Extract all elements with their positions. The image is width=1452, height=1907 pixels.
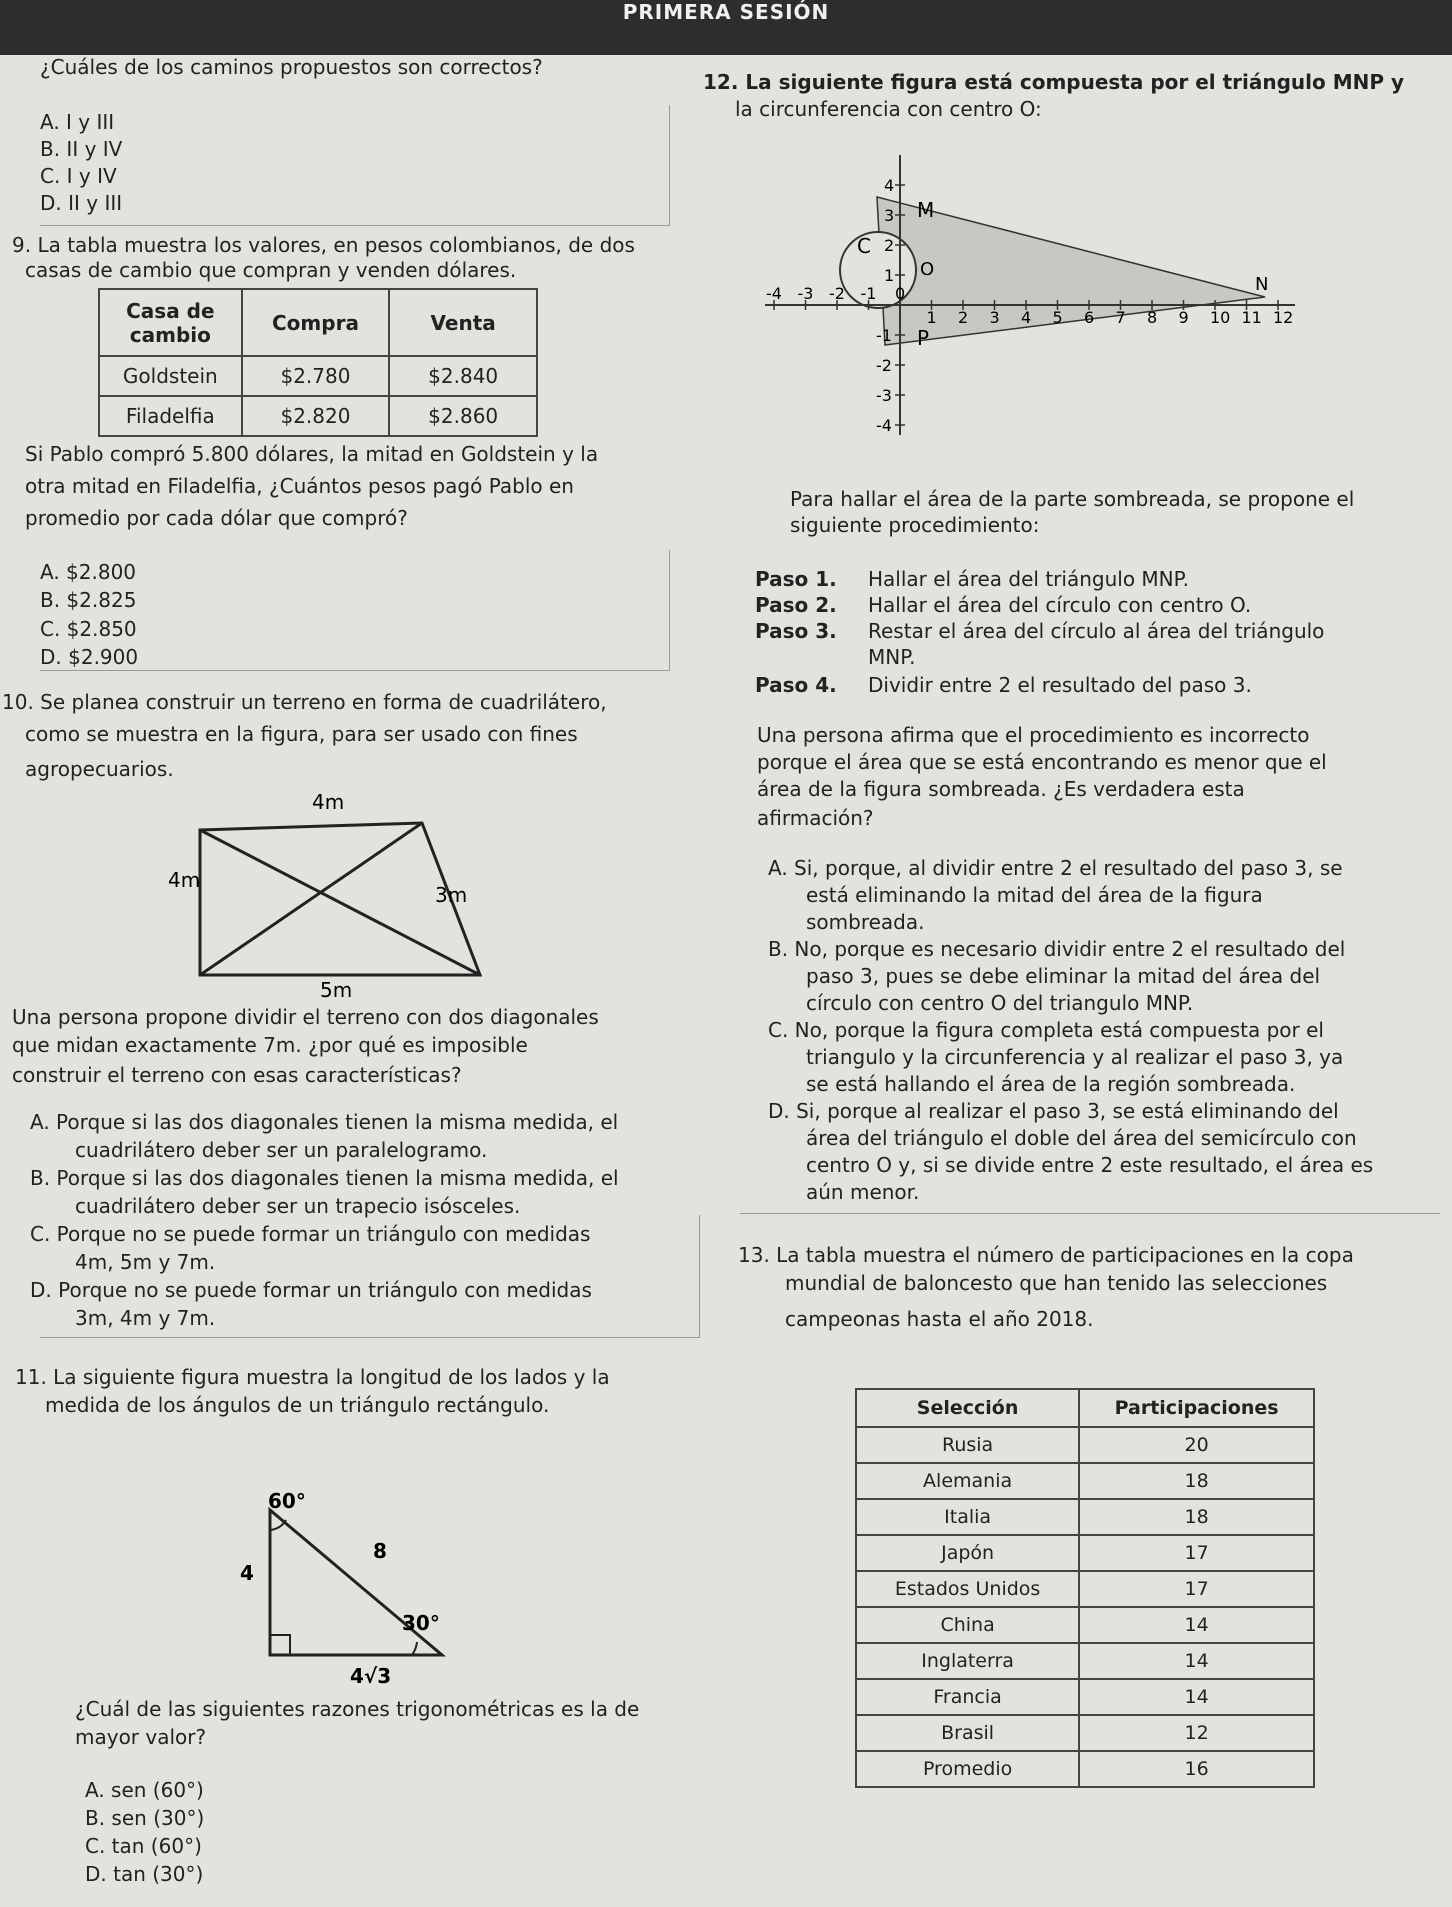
x-tick-label: 9 [1178,308,1189,327]
right-triangle-figure [220,1480,460,1700]
table-cell: Francia [856,1679,1079,1715]
table-cell: 17 [1079,1535,1314,1571]
step-label: Paso 3. [755,619,837,643]
x-tick-label: -2 [829,284,845,303]
table-header: Compra [242,289,390,356]
table-row [856,1679,1314,1715]
table-cell: Inglaterra [856,1643,1079,1679]
x-tick-label: 11 [1241,308,1262,327]
q9-question: otra mitad en Filadelfia, ¿Cuántos pesos pagó Pablo en [25,474,574,498]
q9-intro: 9. La tabla muestra los valores, en pesos colombianos, de dos [12,233,635,257]
table-cell: Italia [856,1499,1079,1535]
q11-option: C. tan (60°) [85,1834,202,1858]
angle-label-30: 30° [402,1611,440,1635]
q12-procedure-intro: Para hallar el área de la parte sombreada, se propone el [790,487,1355,511]
step-text: Hallar el área del triángulo MNP. [868,567,1189,591]
x-tick-label: 10 [1210,308,1231,327]
q13-intro: campeonas hasta el año 2018. [785,1307,1094,1331]
q11-intro: 11. La siguiente figura muestra la longitud de los lados y la [15,1365,610,1389]
y-tick-label: 4 [884,176,895,195]
divider [40,1337,700,1338]
table-cell: 12 [1079,1715,1314,1751]
q12-option: paso 3, pues se debe eliminar la mitad del área del [806,964,1321,988]
q10-option: 4m, 5m y 7m. [75,1250,216,1274]
table-cell: 18 [1079,1499,1314,1535]
q12-option: área del triángulo el doble del área del semicírculo con [806,1126,1357,1150]
table-header: Venta [389,289,537,356]
table-row [856,1643,1314,1679]
table-row [856,1535,1314,1571]
q10-question: Una persona propone dividir el terreno con dos diagonales [12,1005,599,1029]
q11-question: ¿Cuál de las siguientes razones trigonométricas es la de [75,1697,640,1721]
y-tick-label: 1 [884,266,895,285]
q8-option: B. II y IV [40,137,123,161]
q10-option: 3m, 4m y 7m. [75,1306,216,1330]
table-cell: China [856,1607,1079,1643]
x-tick-label: -1 [860,284,877,303]
y-tick-label: -3 [876,386,892,405]
y-tick-label: -4 [876,416,892,435]
table-row [856,1499,1314,1535]
x-tick-label: 7 [1115,308,1126,327]
table-row [856,1715,1314,1751]
table-cell: Goldstein [99,356,242,396]
table-cell: Alemania [856,1463,1079,1499]
table-row [856,1607,1314,1643]
q12-option: D. Si, porque al realizar el paso 3, se está eliminando del [768,1099,1339,1123]
table-cell: Rusia [856,1427,1079,1463]
q9-question: promedio por cada dólar que compró? [25,506,408,530]
q12-option: círculo con centro O del triangulo MNP. [806,991,1194,1015]
q10-intro: agropecuarios. [25,757,174,781]
x-tick-label: 4 [1021,308,1032,327]
table-cell: Promedio [856,1751,1079,1787]
table-header: Participaciones [1079,1389,1314,1427]
side-label-right: 3m [435,883,468,907]
table-cell: $2.860 [389,396,537,436]
q9-option: A. $2.800 [40,560,137,584]
q10-option: A. Porque si las dos diagonales tienen la misma medida, el [30,1110,619,1134]
x-tick-label: 2 [958,308,969,327]
q8-option: C. I y IV [40,164,117,188]
side-label-bottom: 5m [320,978,353,1002]
step-label: Paso 2. [755,593,837,617]
q10-option: cuadrilátero deber ser un paralelogramo. [75,1138,488,1162]
table-row [856,1427,1314,1463]
q12-claim: área de la figura sombreada. ¿Es verdadera esta [757,777,1245,801]
x-tick-label: -3 [797,284,814,303]
step-text: Restar el área del círculo al área del triángulo [868,619,1325,643]
q12-intro: 12. La siguiente figura está compuesta por el triángulo MNP y [703,70,1405,94]
q12-procedure-intro: siguiente procedimiento: [790,513,1040,537]
q12-option: se está hallando el área de la región sombreada. [806,1072,1296,1096]
table-cell: 18 [1079,1463,1314,1499]
q10-question: que midan exactamente 7m. ¿por qué es imposible [12,1033,528,1057]
q9-option: B. $2.825 [40,588,137,612]
side-label-top: 4m [312,790,345,814]
table-cell: Estados Unidos [856,1571,1079,1607]
step-label: Paso 1. [755,567,837,591]
page-header [0,0,1452,55]
q10-question: construir el terreno con esas características? [12,1063,462,1087]
q12-claim: afirmación? [757,806,874,830]
triangle-circle-figure [745,145,1315,445]
table-row [856,1571,1314,1607]
divider [669,550,670,670]
x-tick-label: 1 [926,308,937,327]
q9-option: D. $2.900 [40,645,139,669]
table-cell: 17 [1079,1571,1314,1607]
divider [40,670,670,671]
table-cell: 14 [1079,1679,1314,1715]
q12-claim: Una persona afirma que el procedimiento es incorrecto [757,723,1310,747]
q11-option: D. tan (30°) [85,1862,204,1886]
q12-intro: la circunferencia con centro O: [735,97,1042,121]
y-tick-label: 2 [884,236,895,255]
table-cell: $2.820 [242,396,390,436]
q12-option: B. No, porque es necesario dividir entre 2 el resultado del [768,937,1346,961]
angle-label-60: 60° [268,1489,306,1513]
table-cell: Brasil [856,1715,1079,1751]
q9-option: C. $2.850 [40,617,137,641]
q12-option: triangulo y la circunferencia y al realizar el paso 3, ya [806,1045,1344,1069]
x-tick-label: 6 [1084,308,1095,327]
q12-option: C. No, porque la figura completa está compuesta por el [768,1018,1324,1042]
q10-option: C. Porque no se puede formar un triángulo con medidas [30,1222,591,1246]
step-label: Paso 4. [755,673,837,697]
point-m-label: M [917,198,935,222]
leg-label-left: 4 [240,1561,254,1585]
q12-option: centro O y, si se divide entre 2 este resultado, el área es [806,1153,1374,1177]
participations-table [855,1388,1315,1788]
q8-option: D. II y III [40,191,123,215]
x-tick-label: -4 [766,284,782,303]
table-header: Selección [856,1389,1079,1427]
base-label: 4√3 [350,1664,392,1688]
x-tick-label: 8 [1147,308,1158,327]
q9-intro: casas de cambio que compran y venden dólares. [25,258,517,282]
q11-question: mayor valor? [75,1725,207,1749]
point-c-label: C [857,234,871,258]
table-header: Casa de cambio [99,289,242,356]
q8-question: ¿Cuáles de los caminos propuestos son correctos? [40,55,543,79]
y-tick-label: 3 [884,206,895,225]
side-label-left: 4m [168,868,201,892]
table-cell: $2.840 [389,356,537,396]
step-text: Dividir entre 2 el resultado del paso 3. [868,673,1252,697]
q8-option: A. I y III [40,110,115,134]
q10-option: cuadrilátero deber ser un trapecio isósceles. [75,1194,521,1218]
y-tick-label: -1 [876,326,892,345]
table-row [856,1751,1314,1787]
q10-intro: 10. Se planea construir un terreno en forma de cuadrilátero, [2,690,607,714]
table-cell: $2.780 [242,356,390,396]
q10-intro: como se muestra en la figura, para ser usado con fines [25,722,578,746]
quadrilateral-figure [150,785,530,1005]
q12-option: sombreada. [806,910,925,934]
q9-question: Si Pablo compró 5.800 dólares, la mitad en Goldstein y la [25,442,599,466]
table-cell: 14 [1079,1607,1314,1643]
table-cell: Japón [856,1535,1079,1571]
q13-intro: mundial de baloncesto que han tenido las selecciones [785,1271,1328,1295]
x-tick-label: 0 [895,284,906,303]
q12-option: aún menor. [806,1180,920,1204]
q10-option: D. Porque no se puede formar un triángulo con medidas [30,1278,592,1302]
q12-option: está eliminando la mitad del área de la figura [806,883,1263,907]
x-tick-label: 12 [1273,308,1294,327]
q11-option: B. sen (30°) [85,1806,205,1830]
q10-option: B. Porque si las dos diagonales tienen la misma medida, el [30,1166,619,1190]
step-text: MNP. [868,645,916,669]
exchange-table [98,288,538,437]
table-cell: 14 [1079,1643,1314,1679]
hypotenuse-label: 8 [373,1539,387,1563]
table-row [99,396,537,436]
divider [669,105,670,225]
q11-intro: medida de los ángulos de un triángulo rectángulo. [45,1393,550,1417]
point-n-label: N [1255,274,1269,295]
q13-intro: 13. La tabla muestra el número de participaciones en la copa [738,1243,1354,1267]
step-text: Hallar el área del círculo con centro O. [868,593,1252,617]
point-o-label: O [920,259,935,280]
page-title: PRIMERA SESIÓN [622,0,830,24]
table-cell: 16 [1079,1751,1314,1787]
point-p-label: P [917,326,930,350]
q12-claim: porque el área que se está encontrando es menor que el [757,750,1327,774]
q11-option: A. sen (60°) [85,1778,204,1802]
x-tick-label: 3 [989,308,1000,327]
q12-option: A. Si, porque, al dividir entre 2 el resultado del paso 3, se [768,856,1343,880]
table-row [856,1463,1314,1499]
table-row [99,356,537,396]
table-cell: 20 [1079,1427,1314,1463]
x-tick-label: 5 [1052,308,1063,327]
y-tick-label: -2 [876,356,892,375]
divider [699,1215,700,1337]
divider [40,225,670,226]
divider [740,1213,1440,1214]
table-cell: Filadelfia [99,396,242,436]
